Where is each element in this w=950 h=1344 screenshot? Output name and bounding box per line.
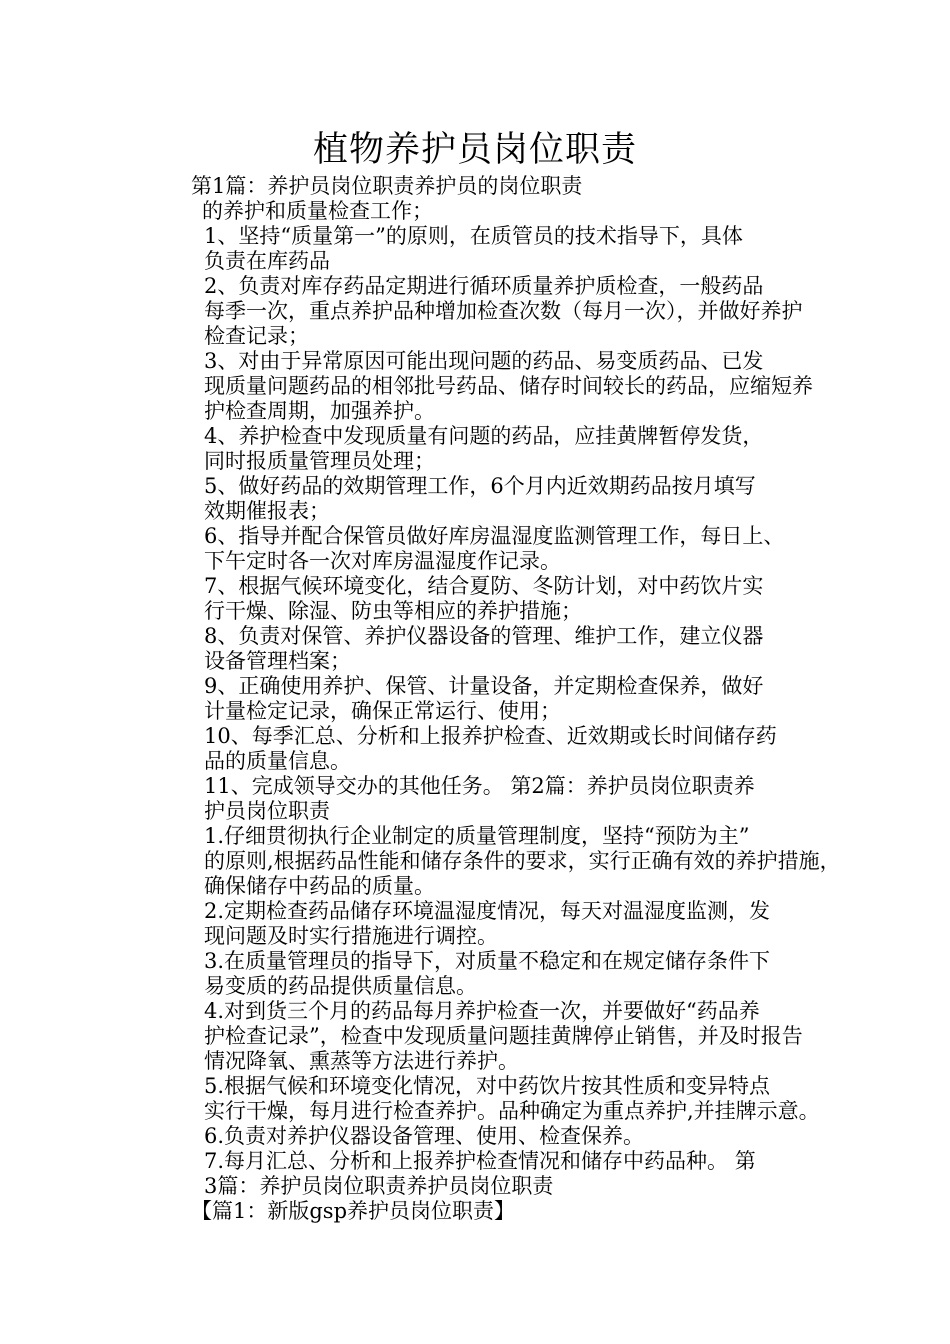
- paragraph-item-2: [144, 274, 824, 349]
- text-line: 7.每月汇总、分析和上报养护检查情况和储存中药品种。 第: [204, 1149, 756, 1173]
- text-line: 下午定时各一次对库房温湿度作记录。: [204, 549, 561, 573]
- text-line: 10、每季汇总、分析和上报养护检查、近效期或长时间储存药: [204, 724, 777, 748]
- text-line: 5.根据气候和环境变化情况，对中药饮片按其性质和变异特点: [204, 1074, 771, 1098]
- text-line: 第1篇：养护员岗位职责养护员的岗位职责: [191, 174, 583, 198]
- text-line: 11、完成领导交办的其他任务。 第2篇：养护员岗位职责养: [204, 774, 755, 798]
- paragraph-item-11-part2-heading: [144, 774, 824, 824]
- document-body: [144, 174, 841, 1224]
- paragraph-item-9: [144, 674, 824, 724]
- paragraph-duty-3: [144, 949, 824, 999]
- paragraph-duty-1: [144, 824, 841, 899]
- text-line: 6.负责对养护仪器设备管理、使用、检查保养。: [204, 1124, 645, 1148]
- text-line: 情况降氧、熏蒸等方法进行养护。: [204, 1049, 519, 1073]
- text-line: 设备管理档案；: [204, 649, 351, 673]
- text-line: 2.定期检查药品储存环境温湿度情况，每天对温湿度监测，发: [204, 899, 771, 923]
- text-line: 同时报质量管理员处理；: [204, 449, 435, 473]
- text-line: 3、对由于异常原因可能出现问题的药品、易变质药品、已发: [204, 349, 764, 373]
- text-line: 行干燥、除湿、防虫等相应的养护措施；: [204, 599, 582, 623]
- text-line: 【篇1：新版gsp养护员岗位职责】: [191, 1199, 516, 1223]
- text-line: 的养护和质量检查工作；: [202, 199, 433, 223]
- text-line: 效期催报表；: [204, 499, 330, 523]
- text-line: 4.对到货三个月的药品每月养护检查一次，并要做好“药品养: [204, 999, 760, 1023]
- text-line: 2、负责对库存药品定期进行循环质量养护质检查，一般药品: [204, 274, 764, 298]
- text-line: 品的质量信息。: [204, 749, 351, 773]
- text-line: 护员岗位职责: [204, 799, 330, 823]
- text-line: 实行干燥，每月进行检查养护。品种确定为重点养护,并挂牌示意。: [204, 1099, 820, 1123]
- paragraph-part1-heading: [144, 174, 824, 199]
- text-line: 3.在质量管理员的指导下，对质量不稳定和在规定储存条件下: [204, 949, 771, 973]
- text-line: 易变质的药品提供质量信息。: [204, 974, 477, 998]
- text-line: 4、养护检查中发现质量有问题的药品，应挂黄牌暂停发货，: [204, 424, 764, 448]
- paragraph-item-5: [144, 474, 824, 524]
- paragraph-item-6: [144, 524, 824, 574]
- paragraph-item-7: [144, 574, 824, 624]
- text-line: 负责在库药品: [204, 249, 330, 273]
- paragraph-item-1: [144, 224, 824, 274]
- paragraph-item-8: [144, 624, 824, 674]
- text-line: 1.仔细贯彻执行企业制定的质量管理制度，坚持“预防为主”: [204, 824, 750, 848]
- text-line: 每季一次，重点养护品种增加检查次数（每月一次），并做好养护: [204, 299, 803, 323]
- text-line: 3篇：养护员岗位职责养护员岗位职责: [204, 1174, 554, 1198]
- paragraph-item-10: [144, 724, 824, 774]
- paragraph-duty-7-part3-heading: [144, 1149, 824, 1199]
- paragraph-section-heading: [144, 1199, 824, 1224]
- text-line: 现质量问题药品的相邻批号药品、储存时间较长的药品，应缩短养: [204, 374, 813, 398]
- text-line: 确保储存中药品的质量。: [204, 874, 435, 898]
- text-line: 检查记录；: [204, 324, 309, 348]
- text-line: 8、负责对保管、养护仪器设备的管理、维护工作，建立仪器: [204, 624, 764, 648]
- text-line: 5、做好药品的效期管理工作，6个月内近效期药品按月填写: [204, 474, 756, 498]
- paragraph-intro: [144, 199, 824, 224]
- text-line: 的原则,根据药品性能和储存条件的要求，实行正确有效的养护措施，: [204, 849, 841, 873]
- paragraph-duty-4: [144, 999, 824, 1074]
- text-line: 9、正确使用养护、保管、计量设备，并定期检查保养，做好: [204, 674, 764, 698]
- paragraph-duty-5: [144, 1074, 824, 1124]
- text-line: 计量检定记录，确保正常运行、使用；: [204, 699, 561, 723]
- text-line: 1、坚持“质量第一”的原则，在质管员的技术指导下，具体: [204, 224, 743, 248]
- document-title: 植物养护员岗位职责: [312, 130, 637, 170]
- paragraph-item-3: [144, 349, 824, 424]
- text-line: 护检查记录”，检查中发现质量问题挂黄牌停止销售，并及时报告: [204, 1024, 803, 1048]
- paragraph-duty-2: [144, 899, 824, 949]
- paragraph-item-4: [144, 424, 824, 474]
- paragraph-duty-6: [144, 1124, 824, 1149]
- text-line: 护检查周期，加强养护。: [204, 399, 435, 423]
- text-line: 7、根据气候环境变化，结合夏防、冬防计划，对中药饮片实: [204, 574, 764, 598]
- text-line: 现问题及时实行措施进行调控。: [204, 924, 498, 948]
- text-line: 6、指导并配合保管员做好库房温湿度监测管理工作，每日上、: [204, 524, 785, 548]
